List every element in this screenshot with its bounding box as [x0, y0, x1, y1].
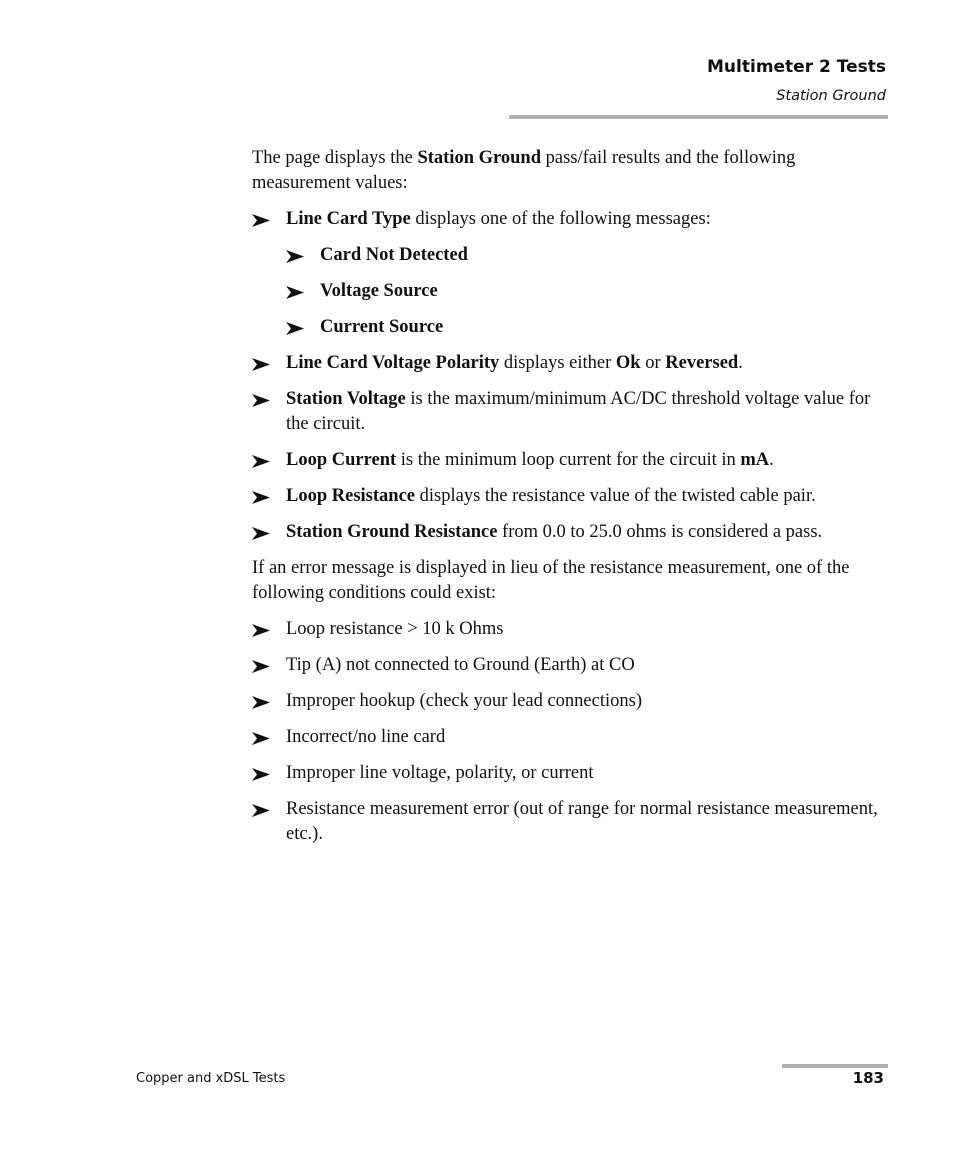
item-text: displays either: [499, 353, 616, 373]
running-header-subtitle: Station Ground: [776, 88, 886, 104]
condition-item: [252, 617, 888, 642]
sub-item-current-source: [286, 315, 888, 340]
condition-item: [252, 653, 888, 678]
arrow-bullet-icon: [252, 624, 270, 637]
arrow-bullet-icon: [286, 322, 304, 335]
item-term: Line Card Type: [286, 209, 411, 229]
condition-text: Tip (A) not connected to Ground (Earth) at CO: [286, 655, 635, 675]
arrow-bullet-icon: [252, 768, 270, 781]
item-text: .: [738, 353, 743, 373]
condition-item: [252, 761, 888, 786]
intro-text: pass/fail results and the following measurement values:: [252, 148, 796, 193]
sub-item-label: Current Source: [320, 317, 444, 337]
condition-text: Loop resistance > 10 k Ohms: [286, 619, 504, 639]
page-number: 183: [852, 1069, 884, 1087]
condition-item: [252, 689, 888, 714]
condition-text: Incorrect/no line card: [286, 727, 446, 747]
arrow-bullet-icon: [252, 214, 270, 227]
list-item-loop-resistance: [252, 484, 888, 509]
list-item-station-voltage: [252, 387, 888, 437]
list-item-station-ground-resistance: [252, 520, 888, 545]
item-term: Station Voltage: [286, 389, 406, 409]
error-intro-paragraph: If an error message is displayed in lieu of the resistance measurement, one of the following conditions could exist:: [252, 558, 850, 603]
arrow-bullet-icon: [252, 394, 270, 407]
arrow-bullet-icon: [252, 732, 270, 745]
sub-item-label: Card Not Detected: [320, 245, 468, 265]
footer-section-title: Copper and xDSL Tests: [136, 1071, 286, 1086]
item-text: or: [640, 353, 666, 373]
item-text: .: [769, 450, 774, 470]
page-body: [252, 146, 888, 858]
intro-paragraph: [252, 146, 888, 196]
arrow-bullet-icon: [252, 696, 270, 709]
list-item-loop-current: [252, 448, 888, 473]
arrow-bullet-icon: [252, 527, 270, 540]
intro-bold-term: Station Ground: [417, 148, 541, 168]
item-text: from 0.0 to 25.0 ohms is considered a pass.: [497, 522, 823, 542]
item-term: Loop Resistance: [286, 486, 415, 506]
arrow-bullet-icon: [252, 358, 270, 371]
header-rule: [509, 115, 888, 119]
sub-item-card-not-detected: [286, 243, 888, 268]
list-item-line-card-type: [252, 207, 888, 232]
list-item-voltage-polarity: [252, 351, 888, 376]
item-text: is the maximum/minimum AC/DC threshold voltage value for the circuit.: [286, 389, 871, 434]
arrow-bullet-icon: [252, 491, 270, 504]
item-text: is the minimum loop current for the circuit in: [396, 450, 741, 470]
item-term: Ok: [615, 353, 641, 373]
arrow-bullet-icon: [252, 455, 270, 468]
item-term: Loop Current: [286, 450, 397, 470]
item-text: displays the resistance value of the twisted cable pair.: [415, 486, 816, 506]
sub-item-label: Voltage Source: [320, 281, 438, 301]
arrow-bullet-icon: [286, 250, 304, 263]
item-term: Line Card Voltage Polarity: [286, 353, 500, 373]
arrow-bullet-icon: [286, 286, 304, 299]
item-term: Reversed: [665, 353, 739, 373]
condition-text: Resistance measurement error (out of range for normal resistance measurement, etc.).: [286, 799, 878, 844]
condition-item: [252, 725, 888, 750]
arrow-bullet-icon: [252, 804, 270, 817]
item-term: mA: [740, 450, 770, 470]
intro-text: The page displays the: [252, 148, 418, 168]
running-header-title: Multimeter 2 Tests: [707, 57, 886, 77]
sub-item-voltage-source: [286, 279, 888, 304]
condition-item: [252, 797, 888, 847]
item-term: Station Ground Resistance: [286, 522, 498, 542]
condition-text: Improper line voltage, polarity, or current: [286, 763, 594, 783]
arrow-bullet-icon: [252, 660, 270, 673]
condition-text: Improper hookup (check your lead connections): [286, 691, 642, 711]
item-text: displays one of the following messages:: [410, 209, 711, 229]
footer-rule: [782, 1064, 888, 1068]
